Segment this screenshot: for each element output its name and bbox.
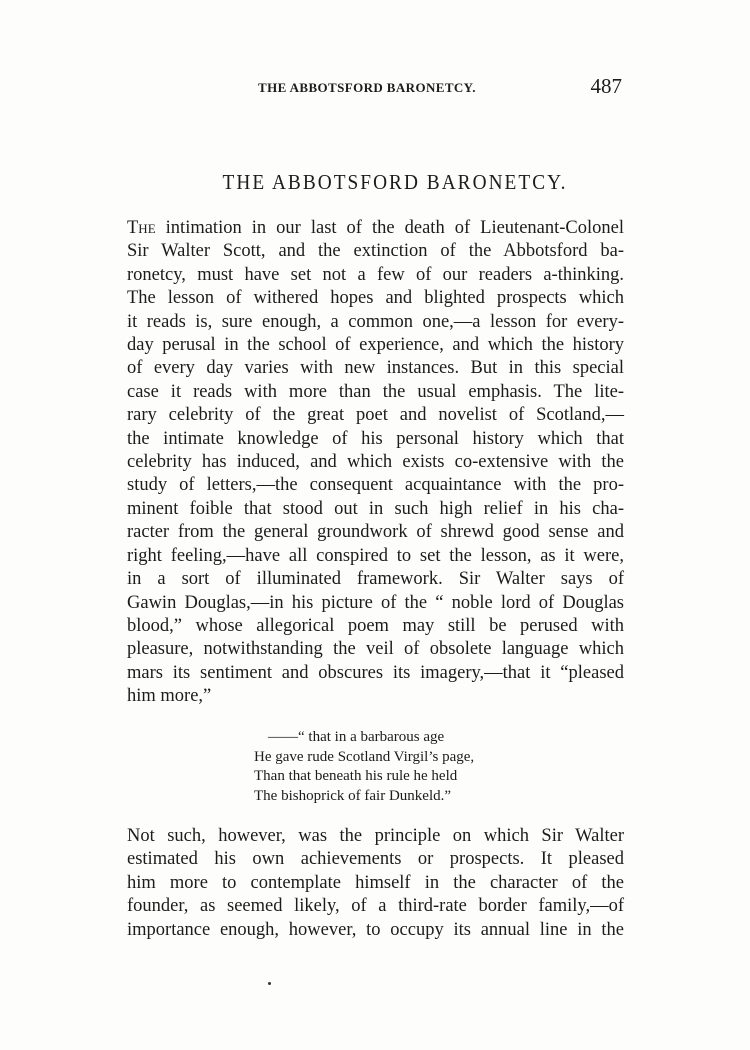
text-line: importance enough, however, to occupy its annual line in the bbox=[127, 919, 624, 940]
verse-line: The bishoprick of fair Dunkeld.” bbox=[254, 787, 452, 804]
text-line: racter from the general groundwork of shrewd good sense and bbox=[127, 522, 624, 543]
text-line: Gawin Douglas,—in his picture of the “ noble lord of Douglas bbox=[127, 592, 624, 613]
text-line: rary celebrity of the great poet and novelist of Scotland,— bbox=[127, 405, 624, 426]
verse-quotation bbox=[254, 728, 554, 806]
text-line: study of letters,—the consequent acquaintance with the pro- bbox=[127, 475, 624, 496]
text-line: estimated his own achievements or prospects. It pleased bbox=[127, 849, 624, 870]
text-line: The lesson of withered hopes and blighted prospects which bbox=[127, 288, 624, 309]
text-line: it reads is, sure enough, a common one,—a lesson for every- bbox=[127, 311, 624, 332]
text-line: Not such, however, was the principle on which Sir Walter bbox=[127, 826, 624, 846]
text-line: him more to contemplate himself in the character of the bbox=[127, 872, 624, 893]
running-title: THE ABBOTSFORD BARONETCY. bbox=[258, 80, 476, 95]
text-line: pleasure, notwithstanding the veil of obsolete language which bbox=[127, 639, 624, 660]
text-line: the intimate knowledge of his personal history which that bbox=[127, 428, 624, 449]
page-number: 487 bbox=[590, 74, 622, 98]
text-line: minent foible that stood out in such high relief in his cha- bbox=[127, 498, 624, 519]
verse-line: ——“ that in a barbarous age bbox=[268, 729, 445, 745]
running-header bbox=[258, 74, 622, 100]
text-line: founder, as seemed likely, of a third-rate border family,—of bbox=[127, 896, 624, 917]
text-line: of every day varies with new instances. But in this special bbox=[127, 358, 624, 379]
verse-line: He gave rude Scotland Virgil’s page, bbox=[254, 748, 475, 765]
text-line: blood,” whose allegorical poem may still be perused with bbox=[127, 615, 624, 636]
text-line: him more,” bbox=[127, 686, 212, 707]
verse-line: Than that beneath his rule he held bbox=[254, 768, 458, 784]
text-line: in a sort of illuminated framework. Sir Walter says of bbox=[127, 569, 624, 590]
print-speck bbox=[268, 982, 271, 985]
paragraph-2 bbox=[127, 825, 624, 942]
text-line: mars its sentiment and obscures its imagery,—that it “pleased bbox=[127, 662, 624, 683]
text-line: right feeling,—have all conspired to set the lesson, as it were, bbox=[127, 545, 624, 566]
text-line: celebrity has induced, and which exists co-extensive with the bbox=[127, 452, 624, 473]
paragraph-1 bbox=[127, 217, 624, 709]
text-line: Sir Walter Scott, and the extinction of the Abbotsford ba- bbox=[127, 241, 624, 262]
text-line: The intimation in our last of the death of Lieutenant-Colonel bbox=[127, 218, 624, 238]
article-title: THE ABBOTSFORD BARONETCY. bbox=[222, 170, 568, 194]
text-line: ronetcy, must have set not a few of our readers a-thinking. bbox=[127, 264, 624, 285]
text-line: day perusal in the school of experience, and which the history bbox=[127, 335, 624, 356]
text-line: case it reads with more than the usual emphasis. The lite- bbox=[127, 381, 624, 402]
drop-word: The bbox=[127, 218, 156, 238]
